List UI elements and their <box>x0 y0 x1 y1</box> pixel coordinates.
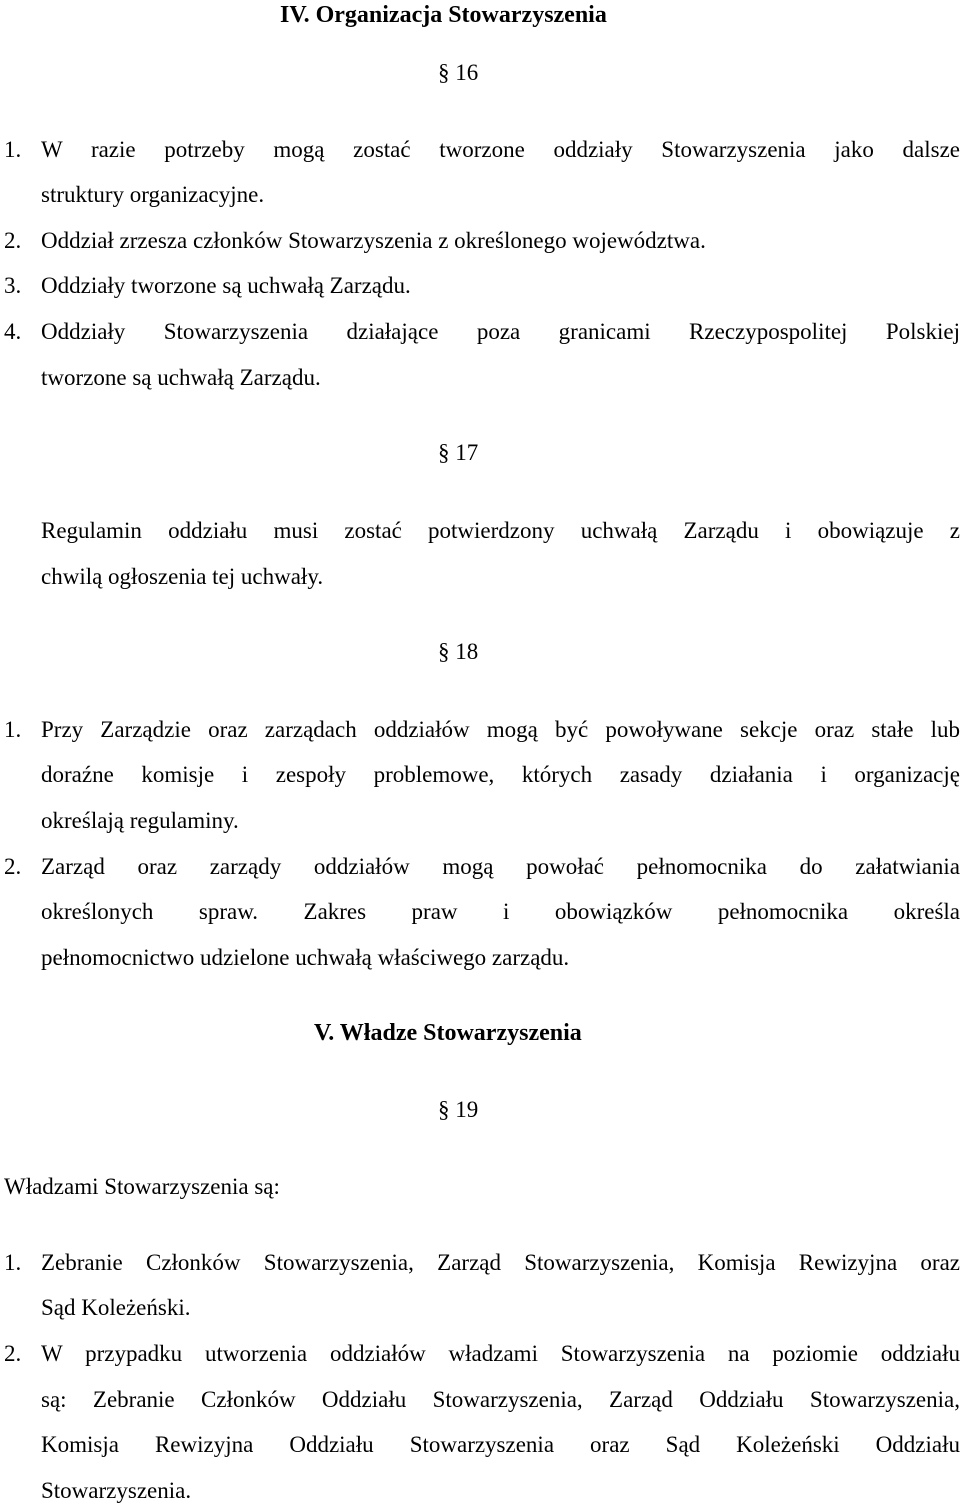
s18-item-1-line-1: Przy Zarządzie oraz zarządach oddziałów mogą być powoływane sekcje oraz stałe lub <box>41 717 960 742</box>
s16-item-1-line-1: W razie potrzeby mogą zostać tworzone oddziały Stowarzyszenia jako dalsze <box>41 137 960 162</box>
s16-item-2-line-1: Oddział zrzesza członków Stowarzyszenia z określonego województwa. <box>41 228 706 253</box>
s19-intro: Władzami Stowarzyszenia są: <box>4 1174 280 1199</box>
s19-item-2-line-3: Komisja Rewizyjna Oddziału Stowarzyszenia oraz Sąd Koleżeński Oddziału <box>41 1432 960 1457</box>
s18-item-2-line-1: Zarząd oraz zarządy oddziałów mogą powołać pełnomocnika do załatwiania <box>41 854 960 879</box>
s18-item-1-number: 1. <box>4 717 22 742</box>
section-16-label: § 16 <box>438 60 479 85</box>
s19-item-1-line-2: Sąd Koleżeński. <box>41 1295 191 1320</box>
s16-item-3-line-1: Oddziały tworzone są uchwałą Zarządu. <box>41 273 411 298</box>
section-17-label: § 17 <box>438 440 479 465</box>
s19-item-1-number: 1. <box>4 1250 22 1275</box>
s19-item-2-number: 2. <box>4 1341 22 1366</box>
s17-line-1: Regulamin oddziału musi zostać potwierdzony uchwałą Zarządu i obowiązuje z <box>41 518 960 543</box>
s19-item-1-line-1: Zebranie Członków Stowarzyszenia, Zarząd Stowarzyszenia, Komisja Rewizyjna oraz <box>41 1250 960 1275</box>
s18-item-2-number: 2. <box>4 854 22 879</box>
s16-item-1-line-2: struktury organizacyjne. <box>41 182 265 207</box>
section-18-label: § 18 <box>438 639 479 664</box>
s17-line-2: chwilą ogłoszenia tej uchwały. <box>41 564 324 589</box>
chapter-iv-heading: IV. Organizacja Stowarzyszenia <box>280 2 607 28</box>
s18-item-2-line-2: określonych spraw. Zakres praw i obowiązków pełnomocnika określa <box>41 899 960 924</box>
s16-item-4-line-1: Oddziały Stowarzyszenia działające poza granicami Rzeczypospolitej Polskiej <box>41 319 960 344</box>
s18-item-2-line-3: pełnomocnictwo udzielone uchwałą właściwego zarządu. <box>41 945 570 970</box>
s16-item-4-number: 4. <box>4 319 22 344</box>
s19-item-2-line-2: są: Zebranie Członków Oddziału Stowarzyszenia, Zarząd Oddziału Stowarzyszenia, <box>41 1387 960 1412</box>
s18-item-1-line-3: określają regulaminy. <box>41 808 239 833</box>
chapter-v-heading: V. Władze Stowarzyszenia <box>314 1020 582 1046</box>
s16-item-1-number: 1. <box>4 137 22 162</box>
section-19-label: § 19 <box>438 1097 479 1122</box>
s16-item-3-number: 3. <box>4 273 22 298</box>
s16-item-4-line-2: tworzone są uchwałą Zarządu. <box>41 365 321 390</box>
s16-item-2-number: 2. <box>4 228 22 253</box>
s19-item-2-line-4: Stowarzyszenia. <box>41 1478 192 1503</box>
s19-item-2-line-1: W przypadku utworzenia oddziałów władzami Stowarzyszenia na poziomie oddziału <box>41 1341 960 1366</box>
s18-item-1-line-2: doraźne komisje i zespoły problemowe, których zasady działania i organizację <box>41 762 960 787</box>
